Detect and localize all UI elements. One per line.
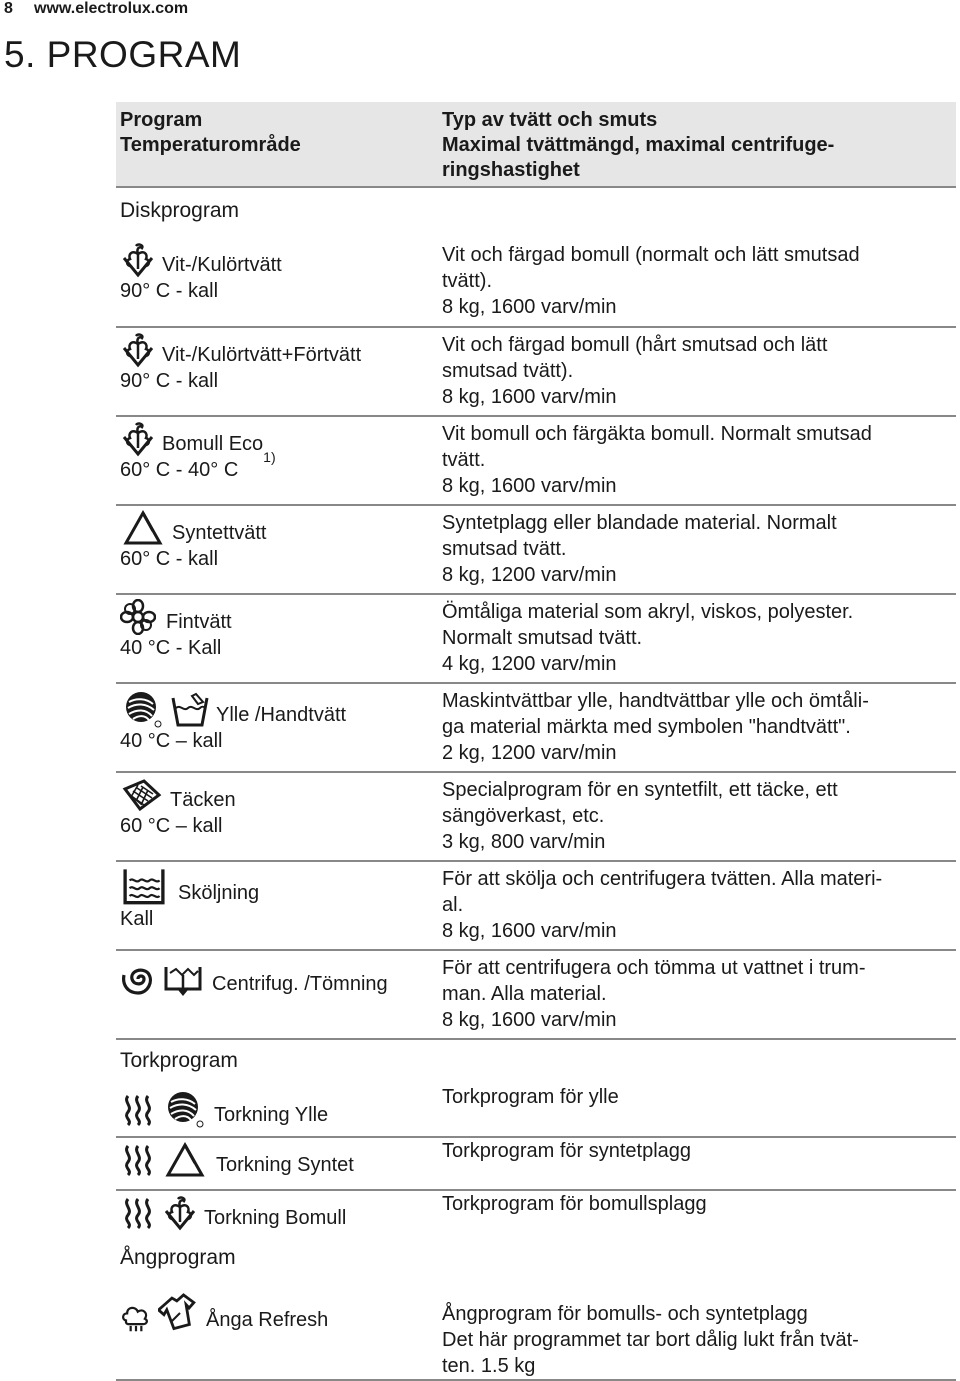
table-row: Vit-/Kulörtvätt+Förtvätt 90° C - kall Vit och färgad bomull (hårt smutsad och lätt smutsad tvätt). 8 kg, 1600 varv/min	[116, 328, 956, 417]
program-table	[116, 102, 956, 1381]
rinse-tub-icon	[120, 866, 172, 906]
site-url: www.electrolux.com	[34, 0, 189, 17]
dry-heat-icon	[120, 1142, 156, 1178]
steam-shirt-icon	[158, 1293, 200, 1333]
hand-wash-icon	[170, 692, 210, 728]
duvet-icon	[120, 777, 164, 813]
cotton-flower-icon	[162, 1195, 198, 1231]
table-row: Bomull Eco 1) 60° C - 40° C Vit bomull och färgäkta bomull. Normalt smutsad tvätt. 8 kg, 1600 varv/min	[116, 417, 956, 506]
dry-heat-icon	[120, 1195, 156, 1231]
page-title: 5. PROGRAM	[4, 34, 242, 75]
col2-header: Typ av tvätt och smuts Maximal tvättmängd, maximal centrifuge- ringshastighet	[442, 109, 835, 181]
table-row: Vit-/Kulörtvätt 90° C - kall Vit och färgad bomull (normalt och lätt smutsad tvätt). 8 kg, 1600 varv/min	[116, 238, 956, 328]
cotton-flower-icon	[120, 332, 156, 368]
page-number: 8	[4, 0, 13, 17]
table-row: Täcken 60 °C – kall Specialprogram för en syntetfilt, ett täcke, ett sängöverkast, etc. 3 kg, 800 varv/min	[116, 773, 956, 862]
page-header	[4, 0, 188, 18]
table-row: Ylle /Handtvätt 40 °C – kall Maskintvättbar ylle, handtvättbar ylle och ömtåli- ga material märkta med symbolen "handtvätt". 2 kg, 1200 varv/min	[116, 684, 956, 773]
cotton-flower-icon	[120, 421, 156, 457]
drain-icon	[162, 961, 206, 997]
section-dry: Torkprogram	[120, 1049, 238, 1072]
table-row: Torkning Syntet Torkprogram för syntetplagg	[116, 1138, 956, 1191]
woolmark-icon	[162, 1088, 208, 1128]
table-row: Centrifug. /Tömning För att centrifugera och tömma ut vattnet i trum- man. Alla material. 8 kg, 1600 varv/min	[116, 951, 956, 1040]
table-row: Syntettvätt 60° C - kall Syntetplagg eller blandade material. Normalt smutsad tvätt. 8 kg, 1200 varv/min	[116, 506, 956, 595]
synthetic-triangle-icon	[162, 1142, 210, 1178]
woolmark-icon	[120, 688, 164, 728]
section-wash: Diskprogram	[120, 199, 240, 222]
table-header	[116, 102, 956, 188]
steam-cloud-icon	[120, 1301, 152, 1333]
section-steam: Ångprogram	[120, 1246, 236, 1269]
table-row: Torkning Ylle Torkprogram för ylle	[116, 1084, 956, 1138]
table-row: Torkning Bomull Torkprogram för bomullsplagg	[116, 1191, 956, 1243]
spin-spiral-icon	[120, 961, 156, 997]
delicate-flower-icon	[120, 599, 160, 635]
synthetic-triangle-icon	[120, 510, 166, 546]
table-row: Ånga Refresh Ångprogram för bomulls- och syntetplagg Det här programmet tar bort dålig lukt från tvät- ten. 1.5 kg	[116, 1281, 956, 1381]
dry-heat-icon	[120, 1092, 156, 1128]
cotton-flower-icon	[120, 242, 156, 278]
col1-header: Program Temperaturområde	[120, 109, 301, 156]
table-row: Fintvätt 40 °C - Kall Ömtåliga material som akryl, viskos, polyester. Normalt smutsad tvätt. 4 kg, 1200 varv/min	[116, 595, 956, 684]
table-row: Sköljning Kall För att skölja och centrifugera tvätten. Alla materi- al. 8 kg, 1600 varv/min	[116, 862, 956, 951]
